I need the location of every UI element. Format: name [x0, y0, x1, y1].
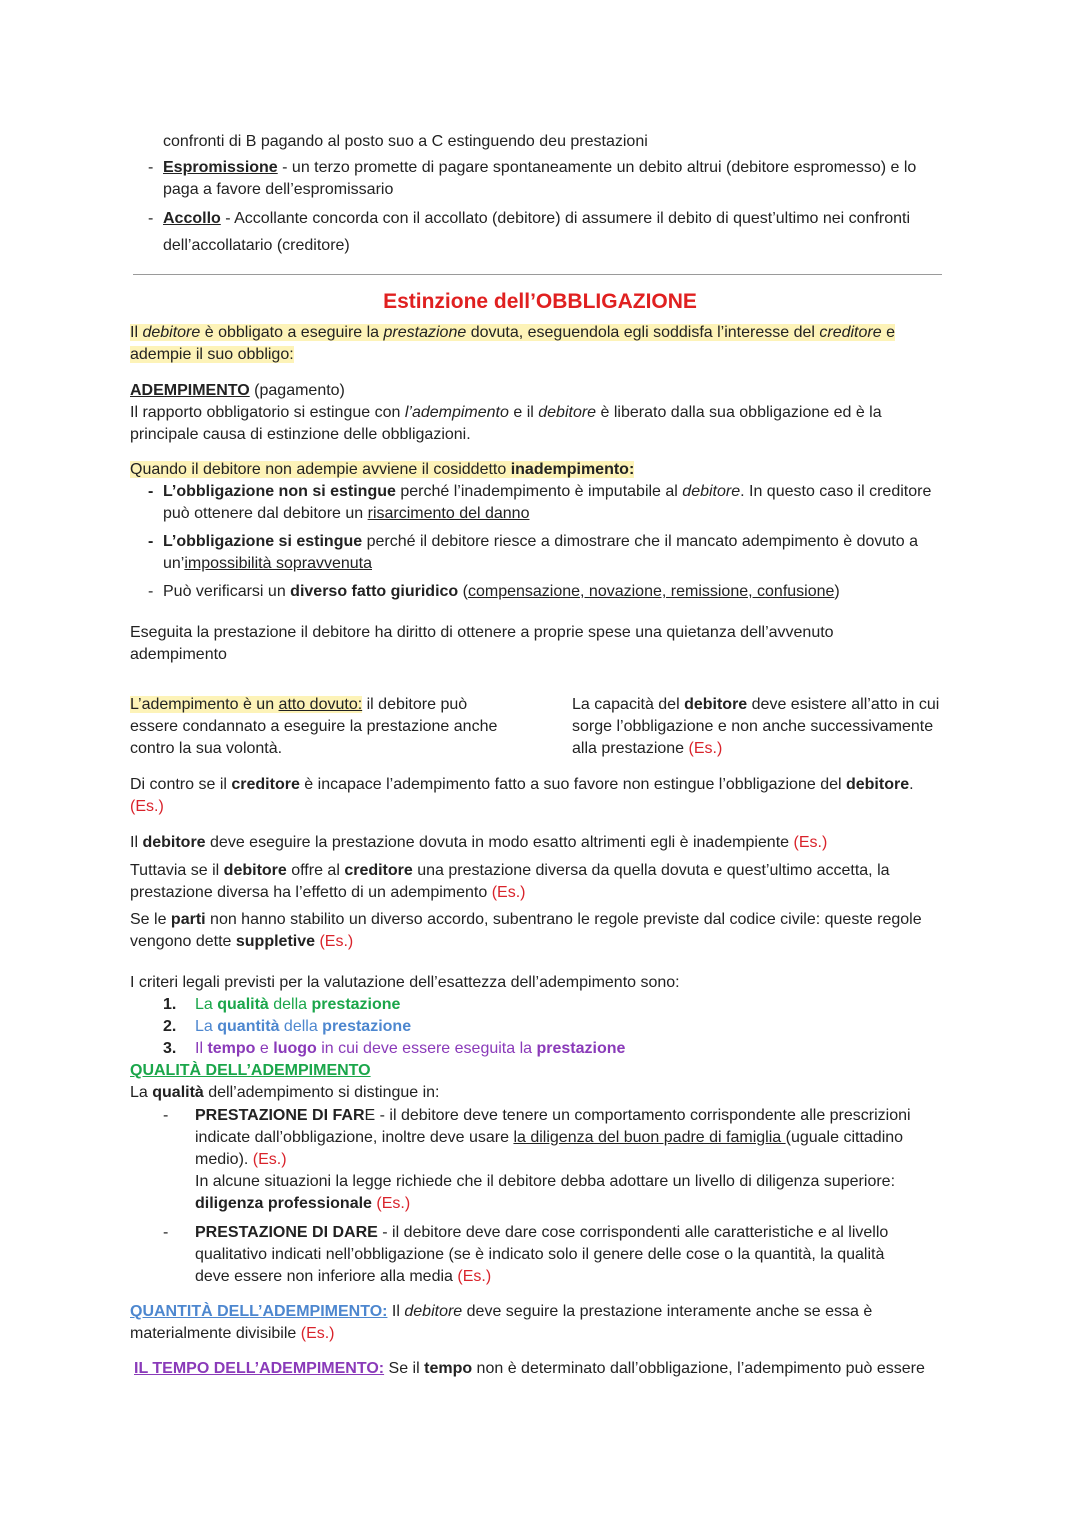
- criterio-item-1: 1. La qualità della prestazione: [163, 996, 401, 1013]
- quantita-heading: QUANTITÀ DELL’ADEMPIMENTO:: [130, 1303, 388, 1320]
- prestazione-di-fare: PRESTAZIONE DI FARE - il debitore deve tenere un comportamento corrispondente alle prescrizioni indicate dall’obbligazione, inoltre deve usare la diligenza del buon padre di famiglia (uguale cittadino medio). (Es.) In alcune situazioni la legge richiede che il debitore debba adottare un livello di diligenza superiore: diligenza professionale (Es.): [195, 1107, 911, 1212]
- document-page: confronti di B pagando al posto suo a C estinguendo deu prestazioni - Espromissione - un terzo promette di pagare spontaneamente un debito altrui (debitore espromesso) e lo paga a favore dell’espromissario - Accollo - Accollante concorda con il accollato (debitore) di assumere il debito di quest’ultimo nei confronti dell’accollatario (creditore) Estinzione dell’OBBLIGAZIONE Il debitore è obbligato a eseguire la prestazione dovuta, eseguendola egli soddisfa l’interesse del creditore e adempie il suo obbligo: ADEMPIMENTO (pagamento) Il rapporto obbligatorio si estingue con l’adempimento e il debitore è liberato dalla sua obbligazione ed è la principale causa di estinzione delle obbligazioni. Quando il debitore non adempie avviene il cosiddetto inadempimento: - L’obbligazione non si estingue perché l’inadempimento è imputabile al debitore. In questo caso il creditore può ottenere dal debitore un risarcimento del danno - L’obbligazione si estingue perché il debitore riesce a dimostrare che il mancato adempimento è dovuto a un’impossibilità sopravvenuta - Può verificarsi un diverso fatto giuridico (compensazione, novazione, remissione, confusione) Eseguita la prestazione il debitore ha diritto di ottenere a proprie spese una quietanza dell’avvenuto adempimento L’adempimento è un atto dovuto: il debitore può essere condannato a eseguire la prestazione anche contro la sua volontà. La capacità del debitore deve esistere all’atto in cui sorge l’obbligazione e non anche successivamente alla prestazione (Es.) Di contro se il creditore è incapace l’adempimento fatto a suo favore non estingue l’obbligazione del debitore. (Es.) Il debitore deve eseguire la prestazione dovuta in modo esatto altrimenti egli è inadempiente (Es.) Tuttavia se il debitore offre al creditore una prestazione diversa da quella dovuta e quest’ultimo accetta, la prestazione diversa ha l’effetto di un adempimento (Es.) Se le parti non hanno stabilito un diverso accordo, subentrano le regole previste dal codice civile: queste regole vengono dette suppletive (Es.) I criteri legali previsti per la valutazione dell’esattezza dell’adempimento sono: 1. La qualità della prestazione 2. La quantità della prestazione 3. Il tempo e luogo in cui deve essere eseguita la prestazione QUALITÀ DELL’ADEMPIMENTO La qualità dell’adempimento si distingue in: - PRESTAZIONE DI FARE - il debitore deve tenere un comportamento corrispondente alle prescrizioni indicate dall’obbligazione, inoltre deve usare la diligenza del buon padre di famiglia (uguale cittadino medio). (Es.) In alcune situazioni la legge richiede che il debitore debba adottare un livello di diligenza superiore: diligenza professionale (Es.) - PRESTAZIONE DI DARE - il debitore deve dare cose corrispondenti alle caratteristiche e al livello qualitativo indicati nell’obbligazione (se è indicato solo il genere delle cose o la quantità, la qualità deve essere non inferiore alla media (Es.) QUANTITÀ DELL’ADEMPIMENTO: Il debitore deve seguire la prestazione interamente anche se essa è materialmente divisibile (Es.) IL TEMPO DELL’ADEMPIMENTO: Se il tempo non è determinato dall’obbligazione, l’adempimento può essere: [0, 0, 1080, 1525]
- section-title: Estinzione dell’OBBLIGAZIONE: [383, 290, 697, 313]
- quietanza-paragraph: Eseguita la prestazione il debitore ha diritto di ottenere a proprie spese una quietanza dell’avvenuto adempimento: [130, 624, 834, 663]
- capacita-paragraph: La capacità del debitore deve esistere all’atto in cui sorge l’obbligazione e non anche successivamente alla prestazione (Es.): [572, 696, 940, 757]
- adempimento-paragraph: ADEMPIMENTO (pagamento) Il rapporto obbligatorio si estingue con l’adempimento e il debitore è liberato dalla sua obbligazione ed è la principale causa di estinzione delle obbligazioni.: [130, 382, 882, 443]
- esatto-paragraph: Il debitore deve eseguire la prestazione dovuta in modo esatto altrimenti egli è inadempiente (Es.): [130, 834, 828, 851]
- criteri-lead: I criteri legali previsti per la valutazione dell’esattezza dell’adempimento sono:: [130, 974, 680, 991]
- qualita-lead: La qualità dell’adempimento si distingue in:: [130, 1084, 440, 1101]
- criterio-item-3: 3. Il tempo e luogo in cui deve essere eseguita la prestazione: [163, 1040, 626, 1057]
- creditore-incapace-paragraph: Di contro se il creditore è incapace l’adempimento fatto a suo favore non estingue l’obbligazione del debitore. (Es.): [130, 776, 914, 815]
- dare-dash: -: [163, 1224, 169, 1241]
- inadempimento-lead: Quando il debitore non adempie avviene il cosiddetto inadempimento:: [130, 461, 635, 478]
- qualita-heading: QUALITÀ DELL’ADEMPIMENTO: [130, 1062, 371, 1079]
- prestazione-di-dare: PRESTAZIONE DI DARE - il debitore deve dare cose corrispondenti alle caratteristiche e al livello qualitativo indicati nell’obbligazione (se è indicato solo il genere delle cose o la quantità, la qualità deve essere non inferiore alla media (Es.): [195, 1224, 889, 1285]
- continuation-line: confronti di B pagando al posto suo a C estinguendo deu prestazioni: [163, 133, 648, 150]
- quantita-paragraph: QUANTITÀ DELL’ADEMPIMENTO: Il debitore deve seguire la prestazione interamente anche se essa è materialmente divisibile (Es.): [130, 1303, 873, 1342]
- suppletive-paragraph: Se le parti non hanno stabilito un diverso accordo, subentrano le regole previste dal codice civile: queste regole vengono dette suppletive (Es.): [130, 911, 922, 950]
- prestazione-diversa-paragraph: Tuttavia se il debitore offre al creditore una prestazione diversa da quella dovuta e quest’ultimo accetta, la prestazione diversa ha l’effetto di un adempimento (Es.): [130, 862, 890, 901]
- intro-paragraph: Il debitore è obbligato a eseguire la prestazione dovuta, eseguendola egli soddisfa l’interesse del creditore e adempie il suo obbligo:: [130, 324, 895, 363]
- tempo-paragraph: IL TEMPO DELL’ADEMPIMENTO: Se il tempo non è determinato dall’obbligazione, l’adempimento può essere: [134, 1360, 925, 1377]
- atto-dovuto-paragraph: L’adempimento è un atto dovuto: il debitore può essere condannato a eseguire la prestazione anche contro la sua volontà.: [130, 696, 498, 757]
- tempo-heading: IL TEMPO DELL’ADEMPIMENTO:: [134, 1360, 385, 1377]
- criterio-item-2: 2. La quantità della prestazione: [163, 1018, 412, 1035]
- adempimento-heading: ADEMPIMENTO: [130, 382, 250, 399]
- fare-dash: -: [163, 1107, 169, 1124]
- section-divider: [133, 274, 942, 275]
